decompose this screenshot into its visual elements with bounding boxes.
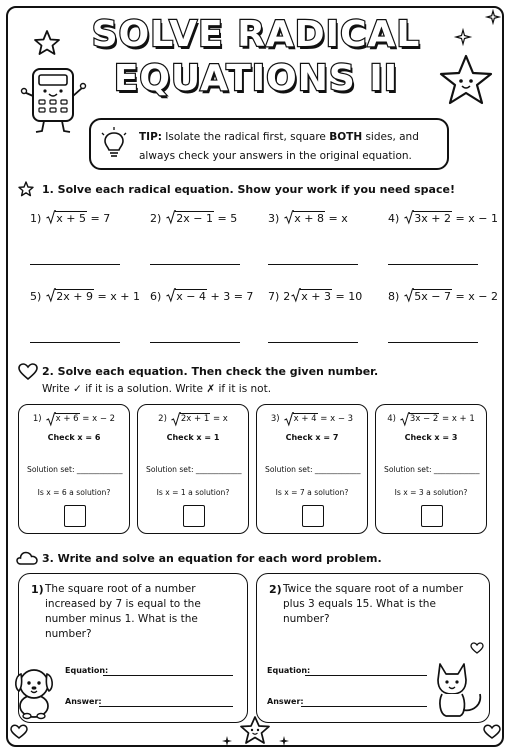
word-problem-card-2: 2) Twice the square root of a number plus 3 equals 15. What is the number? Equation: Answer: bbox=[256, 573, 490, 723]
answer-line[interactable] bbox=[268, 342, 358, 343]
sparkle-icon bbox=[222, 736, 232, 746]
cloud-icon bbox=[16, 550, 38, 566]
radical-problem: 1) x + 5 = 7 bbox=[30, 212, 111, 225]
card-equation: 3) x + 4 = x − 3 bbox=[270, 414, 354, 424]
answer-line[interactable] bbox=[388, 342, 478, 343]
answer-line[interactable] bbox=[30, 342, 120, 343]
solution-question: Is x = 3 a solution? bbox=[394, 488, 468, 497]
check-card bbox=[137, 404, 249, 534]
answer-checkbox[interactable] bbox=[302, 505, 324, 527]
solution-set-field[interactable]: Solution set: ____________ bbox=[265, 465, 361, 474]
check-card bbox=[375, 404, 487, 534]
answer-line[interactable] bbox=[150, 264, 240, 265]
answer-line[interactable] bbox=[150, 342, 240, 343]
tip-text: TIP: Isolate the radical first, square BOTH sides, and always check your answers in the original equation. bbox=[139, 131, 419, 162]
star-icon bbox=[34, 30, 60, 56]
heart-icon bbox=[10, 724, 28, 740]
sparkle-icon bbox=[487, 11, 499, 23]
section1-heading: 1. Solve each radical equation. Show your work if you need space! bbox=[42, 183, 455, 196]
answer-checkbox[interactable] bbox=[64, 505, 86, 527]
solution-question: Is x = 7 a solution? bbox=[275, 488, 349, 497]
word-problem-text: Twice the square root of a number plus 3 equals 15. What is the number? bbox=[283, 583, 464, 625]
solution-set-field[interactable]: Solution set: ____________ bbox=[146, 465, 242, 474]
check-value: Check x = 1 bbox=[166, 433, 220, 442]
sparkle-icon bbox=[279, 736, 289, 746]
equation-label: Equation: bbox=[267, 666, 311, 675]
answer-checkbox[interactable] bbox=[183, 505, 205, 527]
check-card bbox=[256, 404, 368, 534]
section2-heading: 2. Solve each equation. Then check the given number. bbox=[42, 365, 379, 378]
calculator-mascot-icon bbox=[20, 66, 90, 136]
answer-label: Answer: bbox=[65, 697, 102, 706]
radical-problem: 4) 3x + 2 = x − 1 bbox=[388, 212, 498, 225]
radical-problem: 7) 2 x + 3 = 10 bbox=[268, 290, 363, 303]
check-value: Check x = 7 bbox=[285, 433, 339, 442]
page-title-line2: EQUATIONS II bbox=[113, 58, 399, 99]
answer-line[interactable] bbox=[388, 264, 478, 265]
star-mascot-icon bbox=[240, 716, 270, 746]
check-value: Check x = 6 bbox=[47, 433, 101, 442]
answer-line[interactable] bbox=[301, 706, 427, 707]
page-title-line1: SOLVE RADICAL bbox=[91, 14, 421, 55]
star-mascot-icon bbox=[438, 54, 494, 110]
check-card bbox=[18, 404, 130, 534]
answer-label: Answer: bbox=[267, 697, 304, 706]
radical-problem: 5) 2x + 9 = x + 1 bbox=[30, 290, 140, 303]
equation-answer-line[interactable] bbox=[103, 675, 233, 676]
solution-question: Is x = 6 a solution? bbox=[37, 488, 111, 497]
heart-icon bbox=[18, 363, 38, 381]
equation-label: Equation: bbox=[65, 666, 109, 675]
radical-problem: 8) 5x − 7 = x − 2 bbox=[388, 290, 498, 303]
card-equation: 2) 2x + 1 = x bbox=[158, 414, 228, 424]
star-icon bbox=[18, 181, 34, 197]
sparkle-icon bbox=[456, 30, 470, 44]
answer-line[interactable] bbox=[268, 264, 358, 265]
lightbulb-icon bbox=[101, 127, 127, 161]
answer-checkbox[interactable] bbox=[421, 505, 443, 527]
solution-set-field[interactable]: Solution set: ____________ bbox=[27, 465, 123, 474]
section3-heading: 3. Write and solve an equation for each word problem. bbox=[42, 552, 382, 565]
puppy-icon bbox=[10, 664, 58, 720]
answer-line[interactable] bbox=[30, 264, 120, 265]
radical-problem: 3) x + 8 = x bbox=[268, 212, 348, 225]
radical-problem: 6) x − 4 + 3 = 7 bbox=[150, 290, 254, 303]
answer-line[interactable] bbox=[99, 706, 233, 707]
solution-set-field[interactable]: Solution set: ____________ bbox=[384, 465, 480, 474]
cat-icon bbox=[430, 658, 492, 720]
equation-answer-line[interactable] bbox=[305, 675, 427, 676]
solution-question: Is x = 1 a solution? bbox=[156, 488, 230, 497]
card-equation: 4) 3x − 2 = x + 1 bbox=[387, 414, 475, 424]
section2-instructions: Write ✓ if it is a solution. Write ✗ if it is not. bbox=[42, 383, 272, 395]
radical-problem: 2) 2x − 1 = 5 bbox=[150, 212, 238, 225]
tip-box bbox=[89, 118, 449, 170]
word-problem-card-1: 1) The square root of a number increased by 7 is equal to the number minus 1. What is the number? Equation: Answer: bbox=[18, 573, 248, 723]
word-problem-text: The square root of a number increased by 7 is equal to the number minus 1. What is the number? bbox=[45, 583, 201, 640]
check-value: Check x = 3 bbox=[404, 433, 458, 442]
heart-icon bbox=[483, 724, 501, 740]
card-equation: 1) x + 6 = x − 2 bbox=[32, 414, 116, 424]
heart-icon bbox=[470, 642, 484, 654]
